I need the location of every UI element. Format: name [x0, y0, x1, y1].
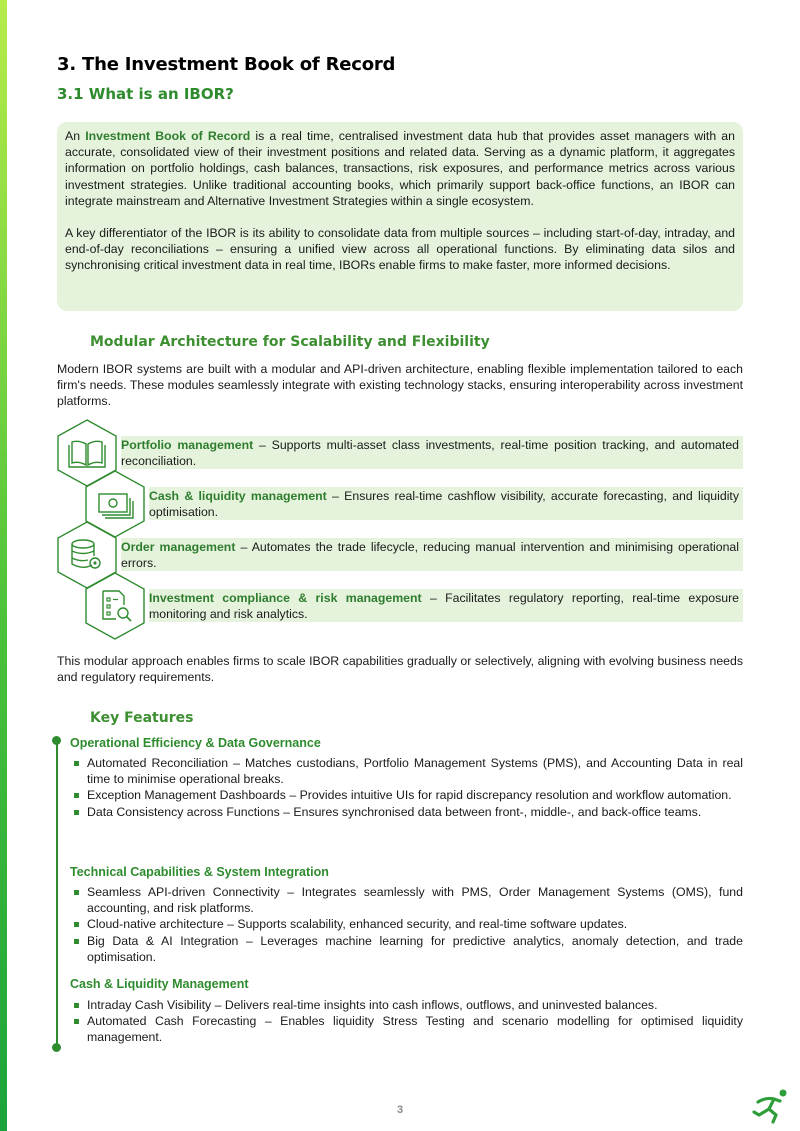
key-features-timeline: [56, 740, 58, 1048]
module-order-management: [121, 538, 743, 571]
timeline-dot: [52, 1043, 61, 1052]
module-investment-compliance-risk: [149, 589, 743, 622]
list-item: Cloud-native architecture – Supports scalability, enhanced security, and real-time software updates.: [70, 916, 743, 932]
module-title: Order management: [121, 540, 236, 554]
feature-group-title: Cash & Liquidity Management: [70, 977, 249, 991]
left-accent-bar: [0, 0, 7, 1131]
module-title: Investment compliance & risk management: [149, 591, 422, 605]
intro-paragraph-1: [65, 128, 735, 209]
intro-bold-term: Investment Book of Record: [85, 129, 251, 143]
list-item: Automated Reconciliation – Matches custodians, Portfolio Management Systems (PMS), and Accounting Data in real time to minimise operational breaks.: [70, 755, 743, 787]
feature-group-title: Technical Capabilities & System Integration: [70, 865, 329, 879]
modular-closing: This modular approach enables firms to scale IBOR capabilities gradually or selectively, aligning with evolving business needs and regulatory requirements.: [57, 654, 743, 685]
list-item: Automated Cash Forecasting – Enables liquidity Stress Testing and scenario modelling for optimised liquidity management.: [70, 1013, 743, 1045]
module-title: Cash & liquidity management: [149, 489, 327, 503]
feature-list: [70, 884, 743, 965]
module-text: – Automates the trade lifecycle, reducing manual intervention and minimising operational errors.: [121, 540, 739, 571]
intro-rest: is a real time, centralised investment data hub that provides asset managers with an accurate, consolidated view of their investment positions and related data. Serving as a dynamic platform, it aggregates information on portfolio holdings, cash balances, transactions, risk exposures, and performance metrics across various investment strategies. Unlike traditional accounting books, which primarily support back-office functions, an IBOR can integrate mainstream and Alternative Investment Strategies within a single ecosystem.: [65, 129, 735, 208]
list-item: Data Consistency across Functions – Ensures synchronised data between front-, middle-, and back-office teams.: [70, 804, 743, 820]
running-figure-logo-icon: [750, 1088, 790, 1124]
modular-heading: Modular Architecture for Scalability and Flexibility: [90, 334, 490, 350]
intro-box: [57, 122, 743, 311]
intro-prefix: An: [65, 129, 86, 143]
feature-list: [70, 997, 743, 1046]
module-title: Portfolio management: [121, 438, 254, 452]
module-text: – Facilitates regulatory reporting, real-time exposure monitoring and risk analytics.: [149, 591, 739, 622]
section-subtitle: 3.1 What is an IBOR?: [57, 85, 234, 103]
list-item: Big Data & AI Integration – Leverages machine learning for predictive analytics, anomaly detection, and trade optimisation.: [70, 933, 743, 965]
intro-paragraph-2: A key differentiator of the IBOR is its ability to consolidate data from multiple sources – including start-of-day, intraday, and end-of-day reconciliations – ensuring a unified view across all operational functions. By eliminating data silos and synchronising critical investment data in real time, IBORs enable firms to make faster, more informed decisions.: [65, 226, 735, 273]
list-item: Intraday Cash Visibility – Delivers real-time insights into cash inflows, outflows, and uninvested balances.: [70, 997, 743, 1013]
module-cash-liquidity-management: [149, 487, 743, 520]
section-title: 3. The Investment Book of Record: [57, 54, 396, 75]
feature-list: [70, 755, 743, 820]
modular-description: Modern IBOR systems are built with a modular and API-driven architecture, enabling flexible implementation tailored to each firm's needs. These modules seamlessly integrate with existing technology stacks, ensuring interoperability across investment platforms.: [57, 362, 743, 409]
list-item: Exception Management Dashboards – Provides intuitive UIs for rapid discrepancy resolution and workflow automation.: [70, 787, 743, 803]
timeline-dot: [52, 736, 61, 745]
page-number: 3: [396, 1104, 404, 1116]
list-item: Seamless API-driven Connectivity – Integrates seamlessly with PMS, Order Management Systems (OMS), fund accounting, and risk platforms.: [70, 884, 743, 916]
key-features-heading: Key Features: [90, 710, 194, 726]
report-search-icon: [83, 571, 147, 641]
module-portfolio-management: [121, 436, 743, 469]
module-text: – Ensures real-time cashflow visibility, accurate forecasting, and liquidity optimisation.: [149, 489, 739, 520]
module-text: – Supports multi-asset class investments, real-time position tracking, and automated reconciliation.: [121, 438, 739, 469]
feature-group-title: Operational Efficiency & Data Governance: [70, 736, 321, 750]
